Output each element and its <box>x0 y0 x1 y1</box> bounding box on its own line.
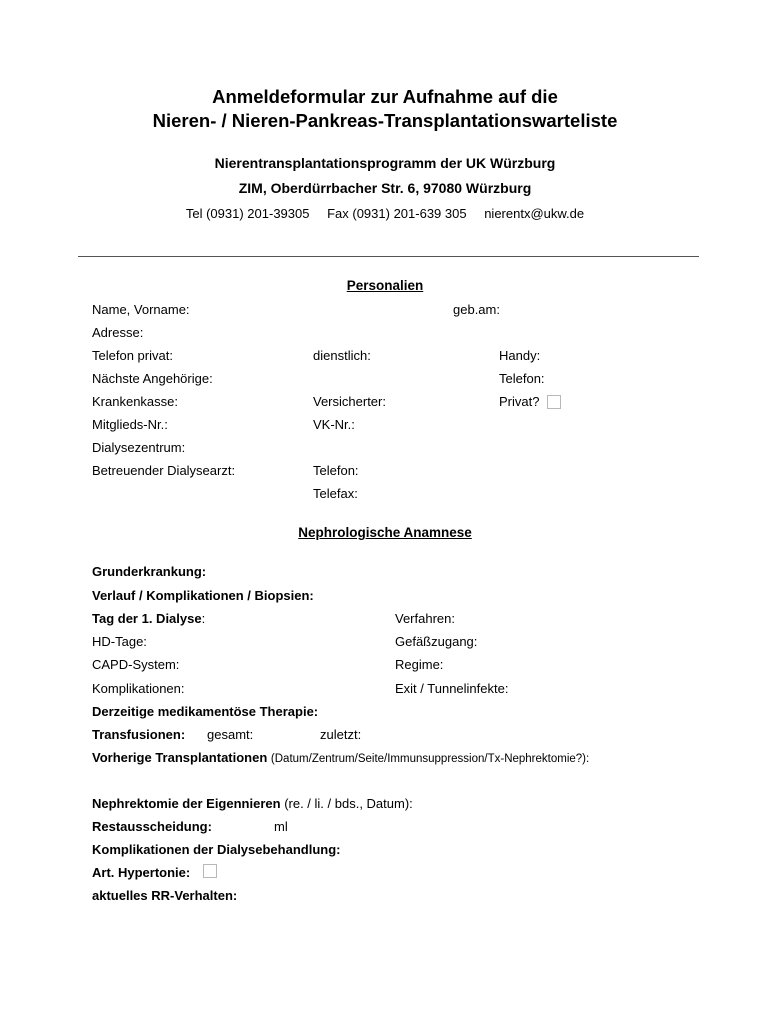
vorherige-tx-text: Vorherige Transplantationen <box>92 750 268 765</box>
label-rr-verhalten: aktuelles RR-Verhalten: <box>92 888 238 903</box>
section-personalien-heading: Personalien <box>346 278 424 293</box>
label-capd-system: CAPD-System: <box>92 657 180 672</box>
label-geb: geb.am: <box>453 302 500 317</box>
label-vk-nr: VK-Nr.: <box>313 417 355 432</box>
vorherige-tx-detail: (Datum/Zentrum/Seite/Immunsuppression/Tx-Nephrektomie?): <box>270 753 590 765</box>
label-gefaesszugang: Gefäßzugang: <box>395 634 478 649</box>
label-vorherige-tx <box>92 750 589 765</box>
label-ml-unit: ml <box>274 819 288 834</box>
tag-dialyse-colon: : <box>201 611 206 626</box>
label-exit-tunnelinfekte: Exit / Tunnelinfekte: <box>395 681 509 696</box>
nephrektomie-text: Nephrektomie der Eigennieren <box>92 796 281 811</box>
label-dialysearzt: Betreuender Dialysearzt: <box>92 463 236 478</box>
label-tag-dialyse <box>92 611 205 626</box>
label-dienstlich: dienstlich: <box>313 348 371 363</box>
contact-fax: Fax (0931) 201-639 305 <box>327 206 467 221</box>
label-hypertonie: Art. Hypertonie: <box>92 865 191 880</box>
label-transfusionen: Transfusionen: <box>92 727 186 742</box>
label-komplikationen: Komplikationen: <box>92 681 185 696</box>
label-telefax-arzt: Telefax: <box>313 486 358 501</box>
label-mitglieds-nr: Mitglieds-Nr.: <box>92 417 168 432</box>
label-privat: Privat? <box>499 394 540 409</box>
privat-checkbox[interactable] <box>547 395 561 409</box>
label-verfahren: Verfahren: <box>395 611 455 626</box>
label-nephrektomie <box>92 796 413 811</box>
contact-line <box>0 206 770 221</box>
header-divider <box>78 256 699 257</box>
nephrektomie-detail: (re. / li. / bds., Datum): <box>284 796 413 811</box>
label-dialysezentrum: Dialysezentrum: <box>92 440 186 455</box>
hypertonie-checkbox[interactable] <box>203 864 217 878</box>
label-verlauf: Verlauf / Komplikationen / Biopsien: <box>92 588 314 603</box>
label-telefon-privat: Telefon privat: <box>92 348 173 363</box>
label-regime: Regime: <box>395 657 444 672</box>
form-title-line1: Anmeldeformular zur Aufnahme auf die <box>212 86 558 107</box>
program-name: Nierentransplantationsprogramm der UK Würzburg <box>214 155 556 171</box>
label-handy: Handy: <box>499 348 541 363</box>
label-name: Name, Vorname: <box>92 302 190 317</box>
label-angehoerige: Nächste Angehörige: <box>92 371 213 386</box>
contact-tel: Tel (0931) 201-39305 <box>185 206 310 221</box>
label-telefon-angehoerige: Telefon: <box>499 371 545 386</box>
label-grunderkrankung: Grunderkrankung: <box>92 564 207 579</box>
label-zuletzt: zuletzt: <box>320 727 362 742</box>
label-gesamt: gesamt: <box>207 727 254 742</box>
contact-email: nierentx@ukw.de <box>484 206 585 221</box>
section-anamnese-heading: Nephrologische Anamnese <box>298 525 472 540</box>
label-restausscheidung: Restausscheidung: <box>92 819 212 834</box>
label-adresse: Adresse: <box>92 325 144 340</box>
form-title-line2: Nieren- / Nieren-Pankreas-Transplantationswarteliste <box>152 110 618 131</box>
label-komplikationen-dialyse: Komplikationen der Dialysebehandlung: <box>92 842 341 857</box>
label-therapie: Derzeitige medikamentöse Therapie: <box>92 704 319 719</box>
label-hd-tage: HD-Tage: <box>92 634 147 649</box>
tag-dialyse-text: Tag der 1. Dialyse <box>92 611 202 626</box>
label-krankenkasse: Krankenkasse: <box>92 394 178 409</box>
label-telefon-arzt: Telefon: <box>313 463 359 478</box>
program-address: ZIM, Oberdürrbacher Str. 6, 97080 Würzburg <box>238 180 532 196</box>
label-versicherter: Versicherter: <box>313 394 386 409</box>
